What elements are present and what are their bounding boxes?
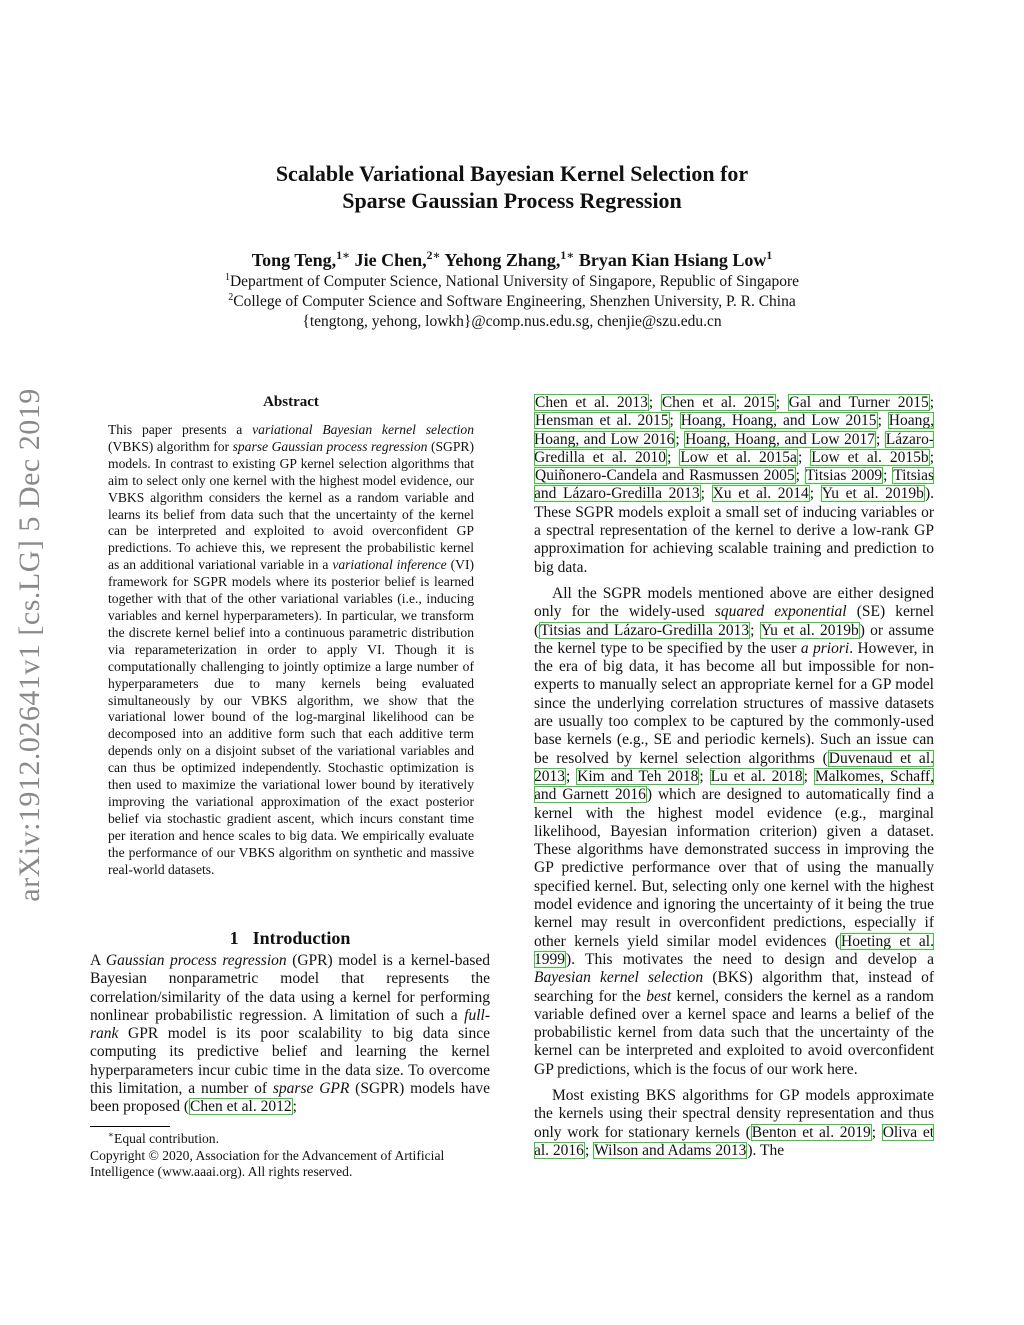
citation-link[interactable]: Xu et al. 2014	[712, 485, 809, 503]
abstract-body: This paper presents a variational Bayesian kernel selection (VBKS) algorithm for sparse Gaussian process regression (SGPR) models. In contrast to existing GP kernel selection algorithms that aim to select only one kernel with the highest model evidence, our VBKS algorithm considers the kernel as a random variable and learns its belief from data such that the uncertainty of the kernel can be interpreted and exploited to avoid overconfident GP predictions. To achieve this, we represent the probabilistic kernel as an additional variational variable in a variational inference (VI) framework for SGPR models where its posterior belief is learned together with that of the other variational variables (i.e., inducing variables and kernel hyperparameters). In particular, we transform the discrete kernel belief into a continuous parametric distribution via reparameterization in order to apply VI. Though it is computationally challenging to jointly optimize a large number of hyperparameters due to many kernels being evaluated simultaneously by our VBKS algorithm, we show that the variational lower bound of the log-marginal likelihood can be decomposed into an additive form such that each additive term depends only on a disjoint subset of the variational variables and can thus be optimized independently. Stochastic optimization is then used to maximize the variational lower bound by iteratively improving the variational approximation of the exact posterior belief via stochastic gradient ascent, which incurs constant time per iteration and hence scales to big data. We empirically evaluate the performance of our VBKS algorithm on synthetic and massive real-world datasets.	[108, 422, 475, 877]
citation-link[interactable]: Chen et al. 2013	[535, 394, 648, 411]
citation-link[interactable]: Hoang, Hoang, and Low 2016	[534, 412, 934, 448]
abstract-heading: Abstract	[263, 394, 319, 410]
introduction-paragraph: A Gaussian process regression (GPR) model is a kernel-based Bayesian nonparametric model that represents the correlation/similarity of the data using a kernel for performing nonlinear probabilistic regression. A limitation of such a full-rank GPR model is its poor scalability to big data since computing its predictive belief and learning the kernel hyperparameters incur cubic time in the data size. To overcome this limitation, a number of sparse GPR (SGPR) models have been proposed (Chen et al. 2012;	[90, 952, 491, 1116]
citation-link[interactable]: Hoang, Hoang, and Low 2017	[685, 430, 876, 448]
citation-link[interactable]: Hensman et al. 2015	[535, 412, 669, 430]
arxiv-id: arXiv:1912.02641v1 [cs.LG] 5 Dec 2019	[13, 388, 46, 902]
author-sup: 1∗	[560, 249, 575, 262]
citation-link[interactable]: Wilson and Adams 2013	[594, 1141, 747, 1159]
section-number: 1	[229, 928, 239, 948]
citation-link[interactable]: Yu et al. 2019b	[821, 485, 924, 503]
copyright-line-2: Intelligence (www.aaai.org). All rights reserved.	[90, 1164, 353, 1179]
author-emails: {tengtong, yehong, lowkh}@comp.nus.edu.sg, chenjie@szu.edu.cn	[302, 313, 722, 330]
author-sup: 2∗	[426, 249, 441, 262]
paragraph-sgpr-citations: Chen et al. 2013; Chen et al. 2015; Gal and Turner 2015; Hensman et al. 2015; Hoang, Hoang, and Low 2015; Hoang, Hoang, and Low 2016; Hoang, Hoang, and Low 2017; Lázaro-Gredilla et al. 2010; Low et al. 2015a; Low et al. 2015b; Quiñonero-Candela and Rasmussen 2005; Titsias 2009; Titsias and Lázaro-Gredilla 2013; Xu et al. 2014; Yu et al. 2019b). These SGPR models exploit a small set of inducing variables or a spectral representation of the kernel to derive a low-rank GP approximation for achieving scalable training and prediction to big data.	[534, 394, 935, 576]
citation-link[interactable]: Lázaro-Gredilla et al. 2010	[534, 430, 934, 466]
section-heading-introduction	[90, 928, 490, 949]
author-name: Yehong Zhang,	[440, 250, 561, 270]
author-name: Bryan Kian Hsiang Low	[574, 250, 767, 270]
author-name: Jie Chen,	[350, 250, 427, 270]
citation-link[interactable]: Hoeting et al. 1999	[534, 932, 934, 968]
paragraph-kernel-selection: All the SGPR models mentioned above are either designed only for the widely-used squared exponential (SE) kernel (Titsias and Lázaro-Gredilla 2013; Yu et al. 2019b) or assume the kernel type to be specified by the user a priori. However, in the era of big data, it has become all but impossible for non-experts to manually select an appropriate kernel for a GP model since the underlying correlation structures of massive datasets are usually too complex to be captured by the commonly-used base kernels (e.g., SE and periodic kernels). Such an issue can be resolved by kernel selection algorithms (Duvenaud et al. 2013; Kim and Teh 2018; Lu et al. 2018; Malkomes, Schaff, and Garnett 2016) which are designed to automatically find a kernel with the highest model evidence (e.g., marginal likelihood, Bayesian information criterion) given a dataset. These algorithms have demonstrated success in improving the GP predictive performance over that of using the manually specified kernel. But, selecting only one kernel with the highest model evidence and ignoring the uncertainty of it being the true kernel may result in overconfident predictions, especially if other kernels yield similar model evidences (Hoeting et al. 1999). This motivates the need to design and develop a Bayesian kernel selection (BKS) algorithm that, instead of searching for the best kernel, considers the kernel as a random variable defined over a kernel space and learns a belief of the probabilistic kernel from data such that the uncertainty of the kernel can be interpreted and exploited to avoid overconfident GP predictions, which is the focus of our work here.	[534, 584, 935, 1078]
author-name: Tong Teng,	[251, 250, 337, 270]
author-sup: 1∗	[336, 249, 351, 262]
author-list	[120, 250, 904, 271]
paragraph-bks-algorithms: Most existing BKS algorithms for GP models approximate the kernels using their spectral density representation and thus only work for stationary kernels (Benton et al. 2019; Oliva et al. 2016; Wilson and Adams 2013). The	[534, 1086, 935, 1159]
right-column	[534, 394, 934, 1168]
copyright-line-1: Copyright © 2020, Association for the Advancement of Artificial	[90, 1147, 445, 1163]
arxiv-sidebar	[0, 360, 60, 930]
citation-link[interactable]: Oliva et al. 2016	[534, 1123, 935, 1159]
section-title: Introduction	[252, 928, 351, 948]
citation-link[interactable]: Benton et al. 2019	[751, 1123, 871, 1141]
citation-link[interactable]: Gal and Turner 2015	[788, 394, 929, 411]
citation-link[interactable]: Titsias and Lázaro-Gredilla 2013	[534, 467, 934, 503]
citation-link[interactable]: Duvenaud et al. 2013	[534, 749, 934, 785]
citation-link[interactable]: Kim and Teh 2018	[577, 767, 699, 785]
citation-link[interactable]: Low et al. 2015b	[811, 448, 929, 466]
citation-link[interactable]: Quiñonero-Candela and Rasmussen 2005	[535, 467, 795, 485]
author-sup: 1	[766, 249, 773, 262]
footnote-divider	[90, 1126, 170, 1127]
citation-link[interactable]: Titsias and Lázaro-Gredilla 2013	[540, 621, 750, 639]
citation-link[interactable]: Yu et al. 2019b	[760, 621, 859, 639]
title-line-2: Sparse Gaussian Process Regression	[342, 188, 682, 213]
footnote: ∗Equal contribution. Copyright © 2020, Association for the Advancement of Artificial Intelligence (www.aaai.org). All rights reserved.	[90, 1131, 490, 1181]
citation-link[interactable]: Chen et al. 2012	[190, 1098, 292, 1116]
citation-link[interactable]: Titsias 2009	[805, 467, 883, 485]
affiliation-2: $^2$College of Computer Science and Software Engineering, Shenzhen University, P. R. China	[228, 291, 796, 310]
footnote-equal-contribution: Equal contribution.	[114, 1131, 219, 1146]
affiliation-1: $^1$Department of Computer Science, National University of Singapore, Republic of Singapore	[224, 271, 800, 290]
citation-link[interactable]: Lu et al. 2018	[710, 767, 803, 785]
citation-link[interactable]: Malkomes, Schaff, and Garnett 2016	[534, 767, 935, 804]
citation-link[interactable]: Chen et al. 2015	[661, 394, 775, 411]
title-line-1: Scalable Variational Bayesian Kernel Selection for	[275, 161, 749, 186]
paper-title	[150, 160, 874, 214]
citation-link[interactable]: Hoang, Hoang, and Low 2015	[680, 412, 877, 430]
citation-link[interactable]: Low et al. 2015a	[680, 448, 797, 466]
